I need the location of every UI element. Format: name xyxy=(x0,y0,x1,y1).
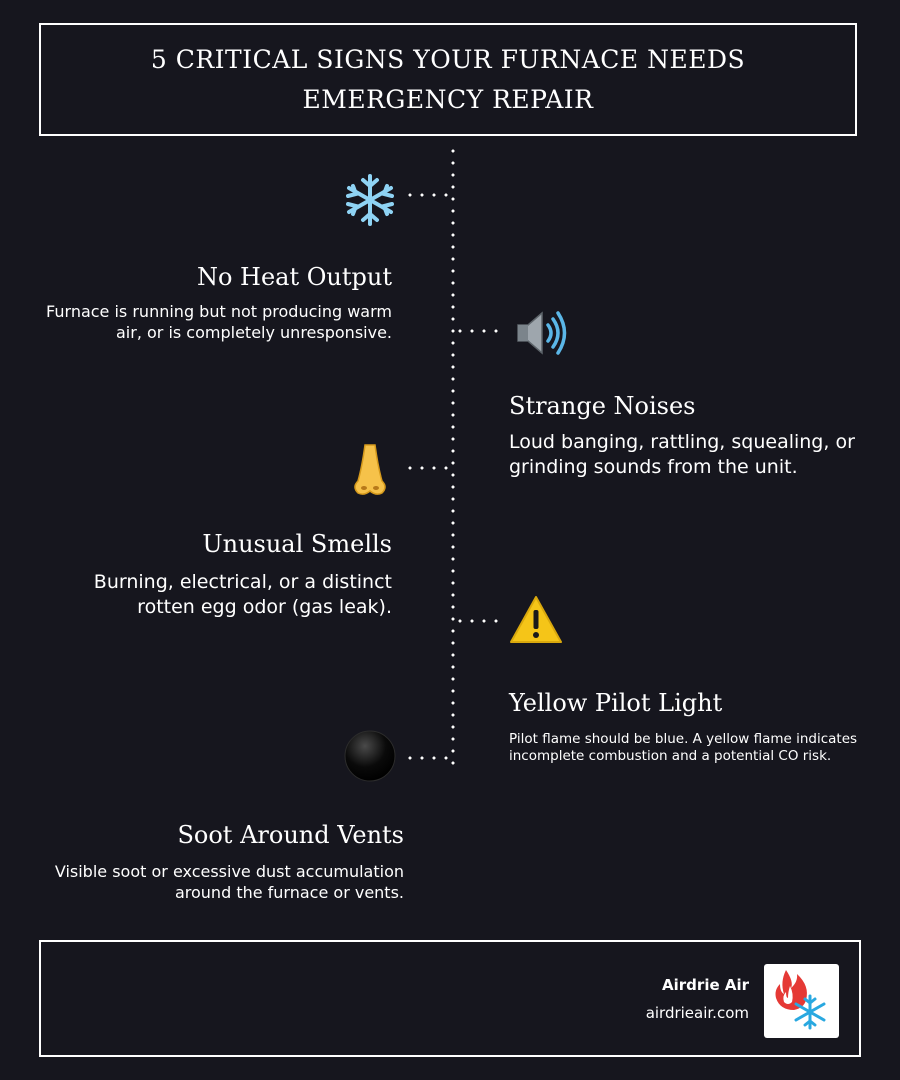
flame-snowflake-logo-icon xyxy=(764,964,839,1038)
connector-1 xyxy=(404,193,454,197)
speaker-icon xyxy=(512,305,568,361)
sign-heading-no-heat: No Heat Output xyxy=(196,263,392,291)
sign-heading-soot-around-vents: Soot Around Vents xyxy=(177,821,404,849)
warning-icon xyxy=(508,592,564,648)
sign-description-unusual-smells: Burning, electrical, or a distinct rotten egg odor (gas leak). xyxy=(93,571,392,618)
sign-description-no-heat: Furnace is running but not producing warm air, or is completely unresponsive. xyxy=(46,302,392,342)
connector-5 xyxy=(404,756,454,760)
black-circle-icon xyxy=(342,728,398,784)
page-title: 5 CRITICAL SIGNS YOUR FURNACE NEEDS EMERGENCY REPAIR xyxy=(150,44,746,114)
connector-4 xyxy=(454,619,502,623)
brand-url-link[interactable]: airdrieair.com xyxy=(645,1004,749,1022)
sign-heading-strange-noises: Strange Noises xyxy=(509,392,696,420)
footer xyxy=(39,940,861,1057)
timeline-line xyxy=(451,145,455,765)
sign-description-strange-noises: Loud banging, rattling, squealing, or grinding sounds from the unit. xyxy=(509,431,855,478)
title-box xyxy=(39,23,857,136)
sign-heading-unusual-smells: Unusual Smells xyxy=(202,530,392,558)
connector-3 xyxy=(404,466,454,470)
sign-heading-yellow-pilot-light: Yellow Pilot Light xyxy=(509,689,723,717)
nose-icon xyxy=(342,441,398,497)
connector-2 xyxy=(454,329,502,333)
snowflake-icon xyxy=(342,172,398,228)
sign-description-yellow-pilot-light: Pilot flame should be blue. A yellow flame indicates incomplete combustion and a potential CO risk. xyxy=(509,731,858,764)
brand-name: Airdrie Air xyxy=(662,976,749,994)
sign-description-soot-around-vents: Visible soot or excessive dust accumulation around the furnace or vents. xyxy=(54,862,404,902)
